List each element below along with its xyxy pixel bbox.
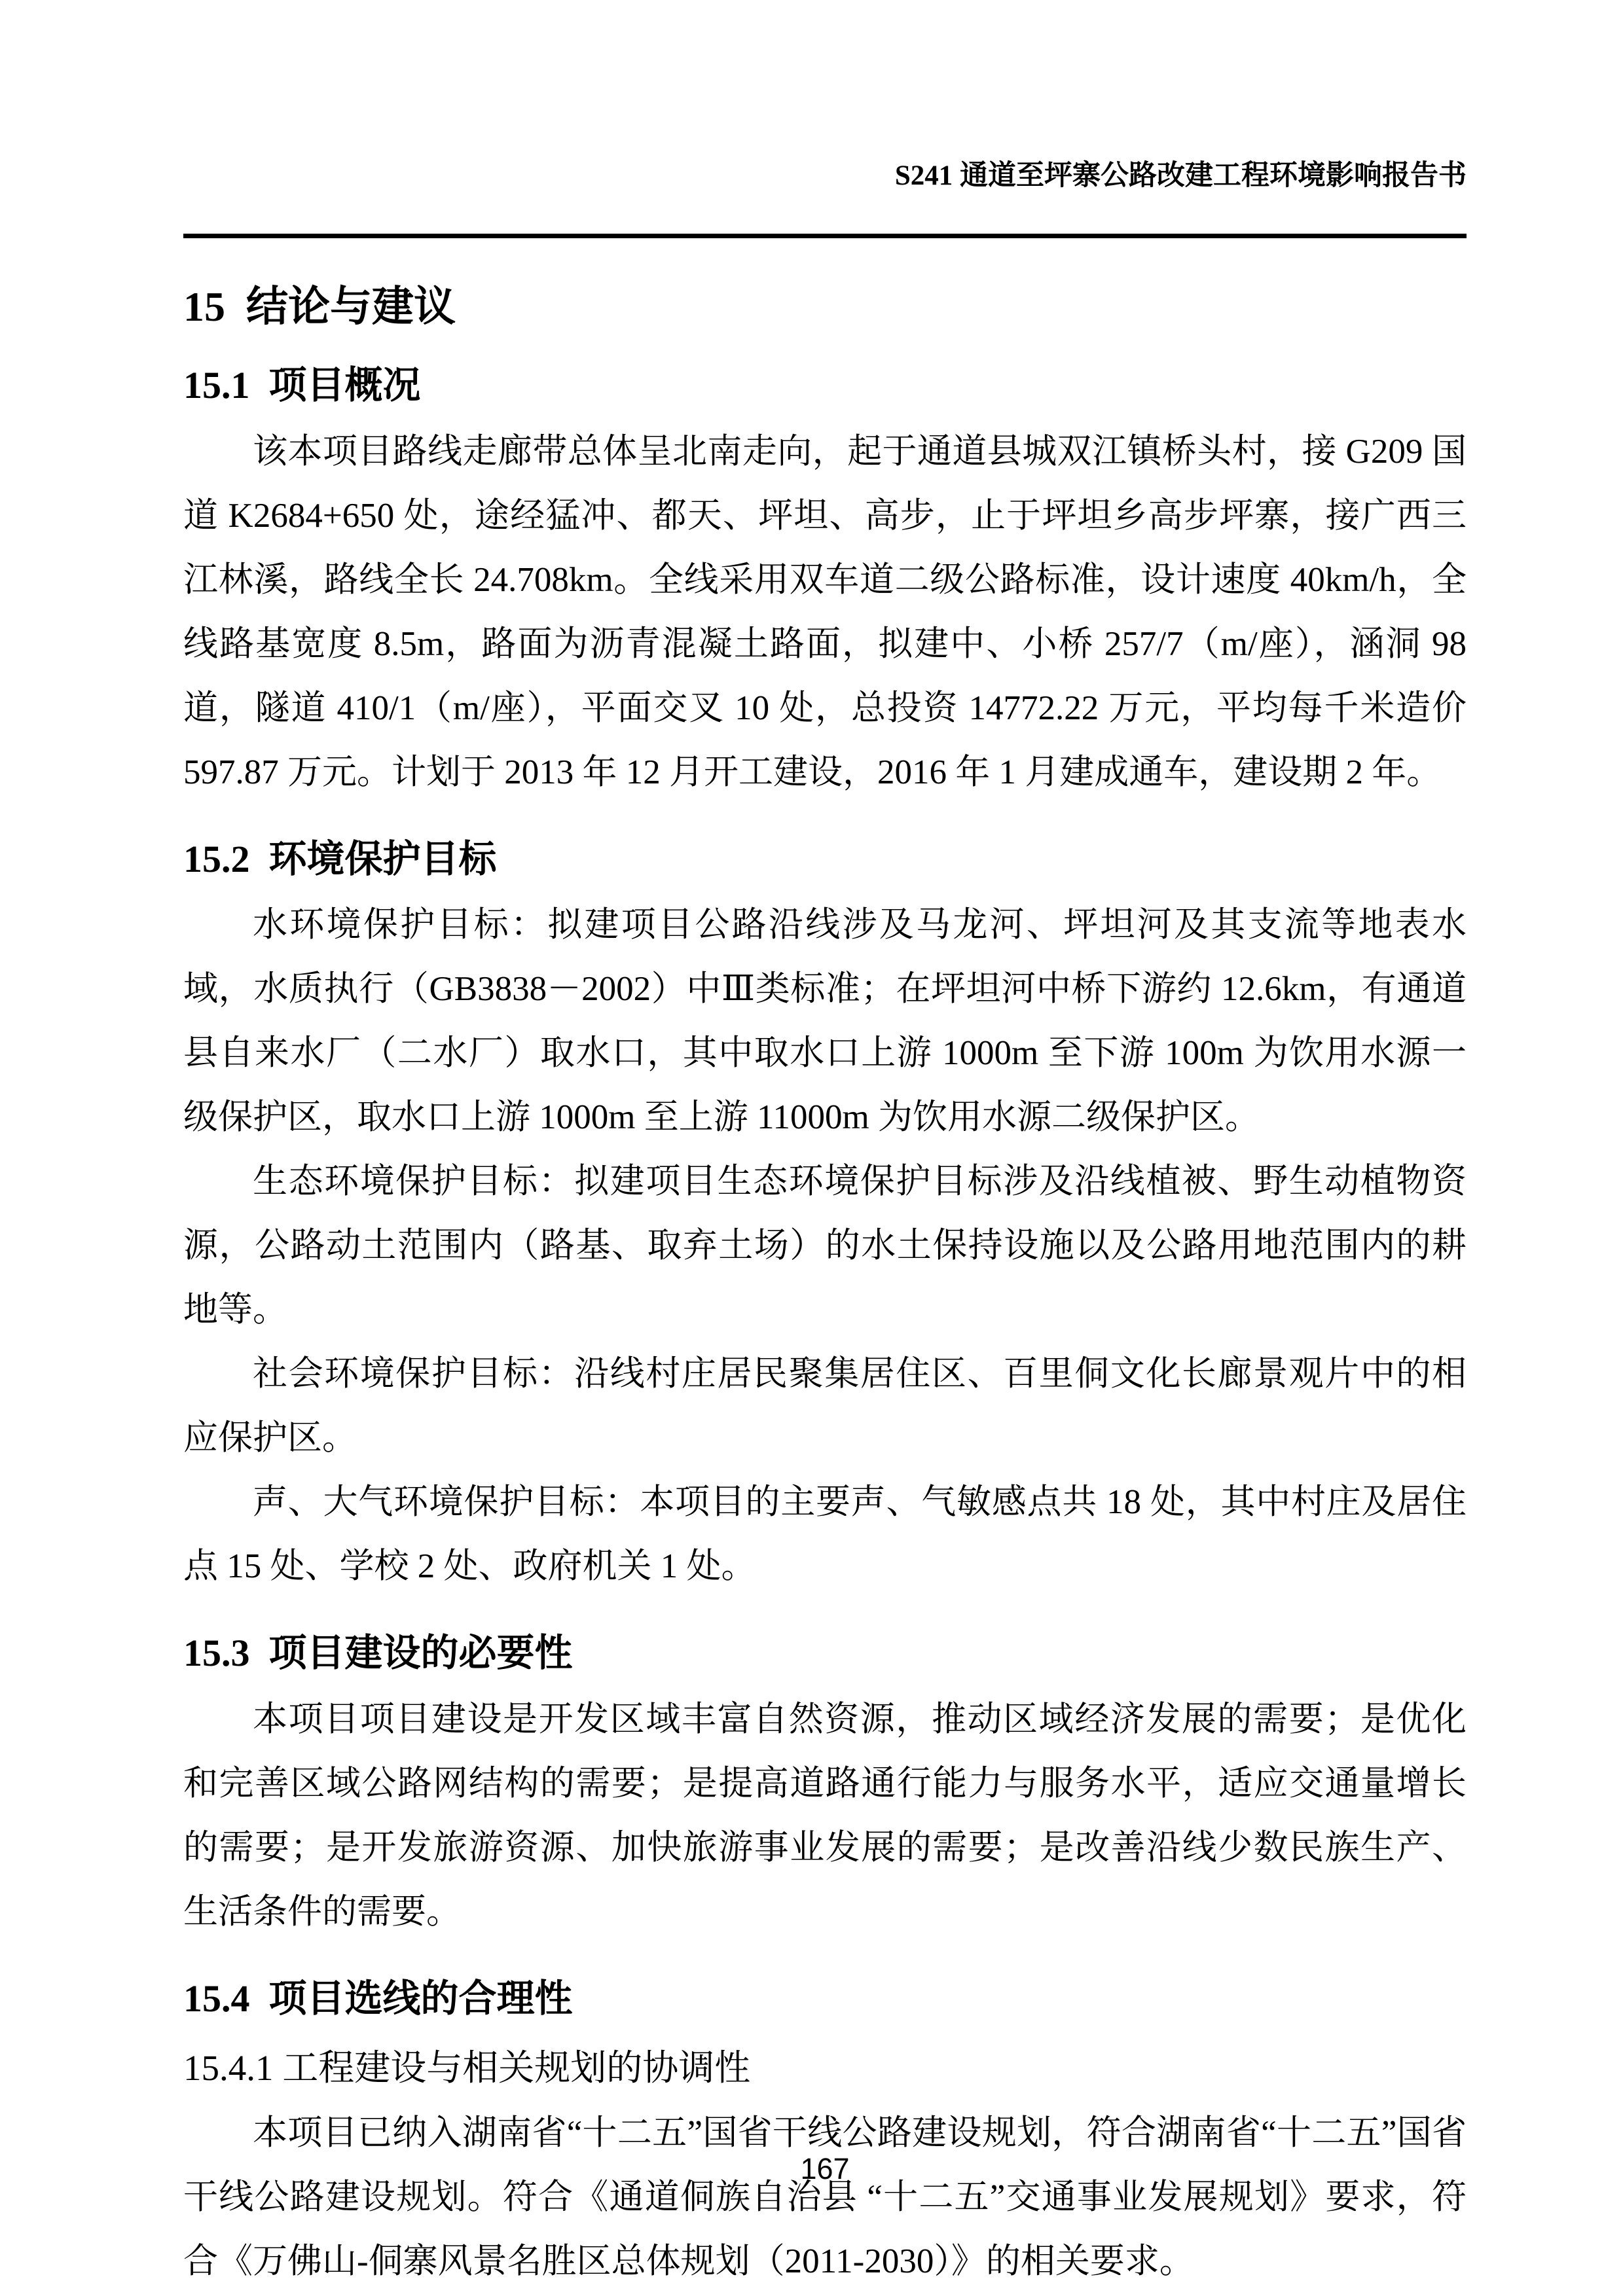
section-heading-15-2: 15.2 环境保护目标 bbox=[183, 837, 497, 880]
subsection-heading-15-4-1: 15.4.1 工程建设与相关规划的协调性 bbox=[183, 2047, 751, 2088]
section-heading-15-4: 15.4 项目选线的合理性 bbox=[183, 1977, 573, 2020]
chapter-heading-15: 15 结论与建议 bbox=[183, 283, 456, 331]
paragraph-ecological-targets: 生态环境保护目标：拟建项目生态环境保护目标涉及沿线植被、野生动植物资源，公路动土范围内（路基、取弃土场）的水土保持设施以及公路用地范围内的耕地等。 bbox=[183, 1162, 1467, 1329]
section-heading-15-3: 15.3 项目建设的必要性 bbox=[183, 1632, 573, 1675]
paragraph-social-targets: 社会环境保护目标：沿线村庄居民聚集居住区、百里侗文化长廊景观片中的相应保护区。 bbox=[183, 1355, 1467, 1458]
paragraph-water-environment-targets: 水环境保护目标：拟建项目公路沿线涉及马龙河、坪坦河及其支流等地表水域，水质执行（GB3838－2002）中Ⅲ类标准；在坪坦河中桥下游约 12.6km，有通道县自来水厂（二水厂）取水口，其中取水口上游 1000m 至下游 100m 为饮用水源一级保护区，取水口上游 1000m 至上游 11000m 为饮用水源二级保护区。 bbox=[183, 906, 1467, 1137]
page-footer bbox=[183, 2152, 1467, 2186]
page-number: 167 bbox=[800, 2152, 850, 2185]
page-header bbox=[183, 128, 1467, 238]
paragraph-noise-air-targets: 声、大气环境保护目标：本项目的主要声、气敏感点共 18 处，其中村庄及居住点 15 处、学校 2 处、政府机关 1 处。 bbox=[183, 1483, 1467, 1586]
paragraph-project-necessity: 本项目项目建设是开发区域丰富自然资源，推动区域经济发展的需要；是优化和完善区域公路网结构的需要；是提高道路通行能力与服务水平，适应交通量增长的需要；是开发旅游资源、加快旅游事业发展的需要；是改善沿线少数民族生产、生活条件的需要。 bbox=[183, 1700, 1467, 1931]
paragraph-planning-coordination: 本项目已纳入湖南省“十二五”国省干线公路建设规划，符合湖南省“十二五”国省干线公路建设规划。符合《通道侗族自治县 “十二五”交通事业发展规划》要求，符合《万佛山-侗寨风景名胜区总体规划（2011-2030）》的相关要求。 bbox=[183, 2114, 1467, 2281]
section-heading-15-1: 15.1 项目概况 bbox=[183, 363, 421, 406]
paragraph-project-overview: 该本项目路线走廊带总体呈北南走向，起于通道县城双江镇桥头村，接 G209 国道 K2684+650 处，途经猛冲、都天、坪坦、高步，止于坪坦乡高步坪寨，接广西三江林溪，路线全长 24.708km。全线采用双车道二级公路标准，设计速度 40km/h，全线路基宽度 8.5m，路面为沥青混凝土路面，拟建中、小桥 257/7（m/座），涵洞 98 道，隧道 410/1（m/座），平面交叉 10 处，总投资 14772.22 万元，平均每千米造价 597.87 万元。计划于 2013 年 12 月开工建设，2016 年 1 月建成通车，建设期 2 年。 bbox=[183, 432, 1467, 791]
header-title: S241 通道至坪寨公路改建工程环境影响报告书 bbox=[894, 160, 1467, 192]
